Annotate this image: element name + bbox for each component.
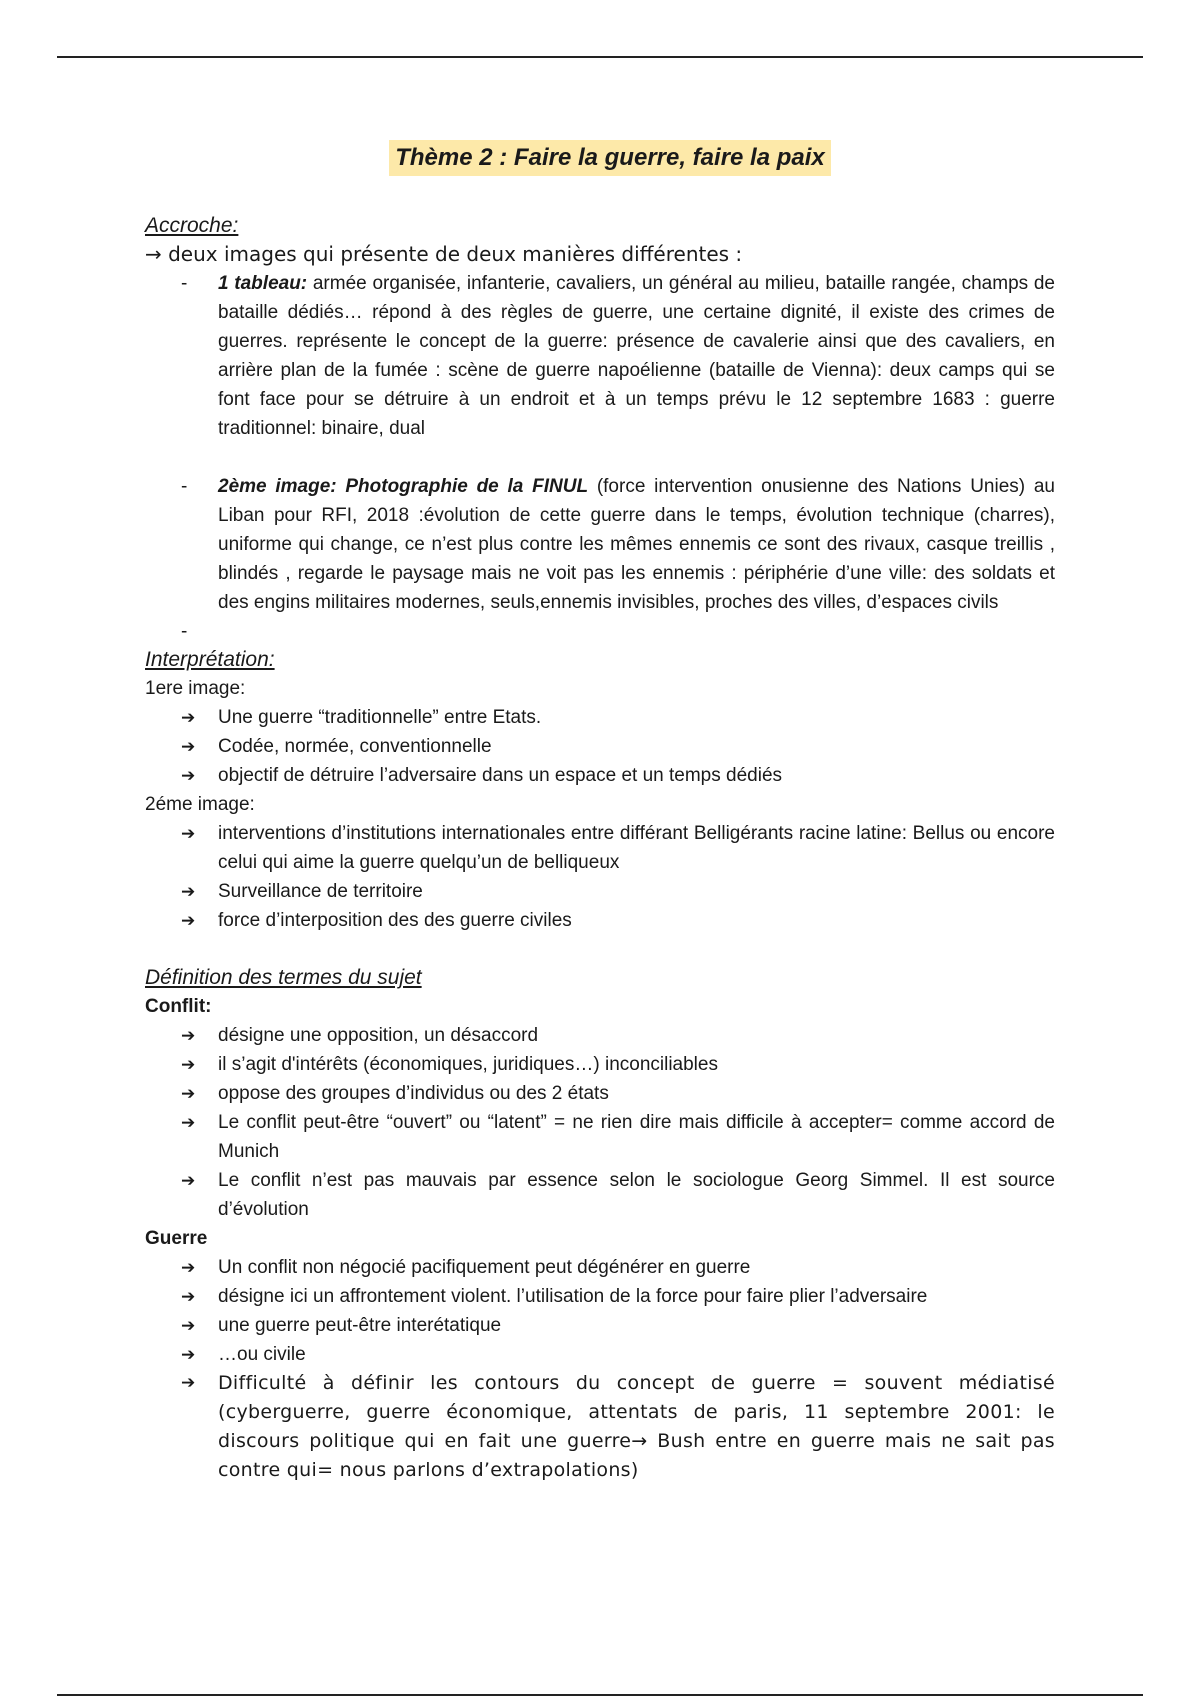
- document-page: [145, 140, 1055, 1485]
- page-title: Thème 2 : Faire la guerre, faire la paix: [389, 140, 831, 176]
- dash-bullet: -: [181, 621, 188, 642]
- image2-label: 2éme image:: [145, 794, 255, 815]
- arrow-bullet-icon: ➔: [181, 1287, 196, 1306]
- list-item: ➔ force d’interposition des des guerre civiles: [145, 906, 1055, 935]
- list-item: ➔ Codée, normée, conventionnelle: [145, 732, 1055, 761]
- list-item: ➔ désigne ici un affrontement violent. l’utilisation de la force pour faire plier l’adversaire: [145, 1282, 1055, 1311]
- arrow-bullet-icon: ➔: [181, 882, 196, 901]
- accroche-list: [145, 269, 1055, 646]
- list-item: ➔ Le conflit peut-être “ouvert” ou “latent” = ne rien dire mais difficile à accepter= comme accord de Munich: [145, 1108, 1055, 1166]
- list-item-empty: [145, 617, 1055, 646]
- arrow-bullet-icon: ➔: [181, 824, 196, 843]
- list-item: ➔ Le conflit n’est pas mauvais par essence selon le sociologue Georg Simmel. Il est source d’évolution: [145, 1166, 1055, 1224]
- list-item: ➔ Un conflit non négocié pacifiquement peut dégénérer en guerre: [145, 1253, 1055, 1282]
- conflit-label: Conflit:: [145, 996, 212, 1017]
- accroche-intro: → deux images qui présente de deux manières différentes :: [145, 242, 743, 266]
- list-item: ➔ interventions d’institutions internationales entre différant Belligérants racine latine: Bellus ou encore celui qui aime la guerre quelqu’un de belliqueux: [145, 819, 1055, 877]
- arrow-bullet-icon: ➔: [181, 1345, 196, 1364]
- interpretation-heading: Interprétation:: [145, 648, 275, 671]
- list-item: ➔ désigne une opposition, un désaccord: [145, 1021, 1055, 1050]
- item-text: armée organisée, infanterie, cavaliers, un général au milieu, bataille rangée, champs de bataille dédiés… répond à des règles de guerre, une certaine dignité, il existe des crimes de guerres. représente le concept de la guerre: présence de cavalerie ainsi que des cavaliers, en arrière plan de la fumée : scène de guerre napoélienne (bataille de Vienna): deux camps qui se font face pour se détruire à un endroit et à un temps prévu le 12 septembre 1683 : guerre traditionnel: binaire, dual: [218, 273, 1055, 439]
- dash-bullet: -: [181, 476, 188, 497]
- arrow-bullet-icon: ➔: [181, 1055, 196, 1074]
- item-text: (force intervention onusienne des Nations Unies) au Liban pour RFI, 2018 :évolution de cette guerre dans le temps, évolution technique (charres), uniforme qui change, ce n’est plus contre les mêmes ennemis ce sont des rivaux, casque treillis , blindés , regarde le paysage mais ne voit pas les ennemis : périphérie d’une ville: des soldats et des engins militaires modernes, seuls,ennemis invisibles, proches des villes, d’espaces civils: [218, 476, 1056, 613]
- list-item: ➔ Une guerre “traditionnelle” entre Etats.: [145, 703, 1055, 732]
- list-item: ➔ Difficulté à définir les contours du concept de guerre = souvent médiatisé (cyberguerre, guerre économique, attentats de paris, 11 septembre 2001: le discours politique qui en fait une guerre→ Bush entre en guerre mais ne sait pas contre qui= nous parlons d’extrapolations): [145, 1369, 1055, 1485]
- arrow-bullet-icon: ➔: [181, 1373, 196, 1393]
- arrow-bullet-icon: ➔: [181, 911, 196, 930]
- arrow-bullet-icon: ➔: [181, 708, 196, 727]
- list-item: ➔ objectif de détruire l’adversaire dans un espace et un temps dédiés: [145, 761, 1055, 790]
- image1-list: [145, 703, 1055, 790]
- bottom-rule: [57, 1694, 1143, 1696]
- conflit-list: [145, 1021, 1055, 1224]
- dash-bullet: -: [181, 273, 188, 294]
- item-lead: 2ème image: Photographie de la FINUL: [218, 476, 589, 497]
- list-item: ➔ une guerre peut-être interétatique: [145, 1311, 1055, 1340]
- top-rule: [57, 56, 1143, 58]
- arrow-bullet-icon: ➔: [181, 1026, 196, 1045]
- guerre-list: [145, 1253, 1055, 1485]
- list-item: [145, 472, 1055, 617]
- image1-label: 1ere image:: [145, 678, 246, 699]
- title-wrap: [165, 140, 1055, 176]
- arrow-bullet-icon: ➔: [181, 737, 196, 756]
- guerre-label: Guerre: [145, 1228, 208, 1249]
- arrow-bullet-icon: ➔: [181, 1258, 196, 1277]
- arrow-bullet-icon: ➔: [181, 1316, 196, 1335]
- item-lead: 1 tableau:: [218, 273, 308, 294]
- arrow-bullet-icon: ➔: [181, 1113, 196, 1132]
- arrow-bullet-icon: ➔: [181, 1084, 196, 1103]
- image2-list: [145, 819, 1055, 935]
- list-item: ➔ oppose des groupes d’individus ou des 2 états: [145, 1079, 1055, 1108]
- arrow-bullet-icon: ➔: [181, 1171, 196, 1190]
- list-item: ➔ …ou civile: [145, 1340, 1055, 1369]
- definition-heading: Définition des termes du sujet: [145, 966, 422, 989]
- list-item: ➔ Surveillance de territoire: [145, 877, 1055, 906]
- list-item: ➔ il s’agit d'intérêts (économiques, juridiques…) inconciliables: [145, 1050, 1055, 1079]
- arrow-bullet-icon: ➔: [181, 766, 196, 785]
- list-item: [145, 269, 1055, 443]
- spacer: [145, 935, 1055, 964]
- accroche-heading: Accroche:: [145, 214, 239, 237]
